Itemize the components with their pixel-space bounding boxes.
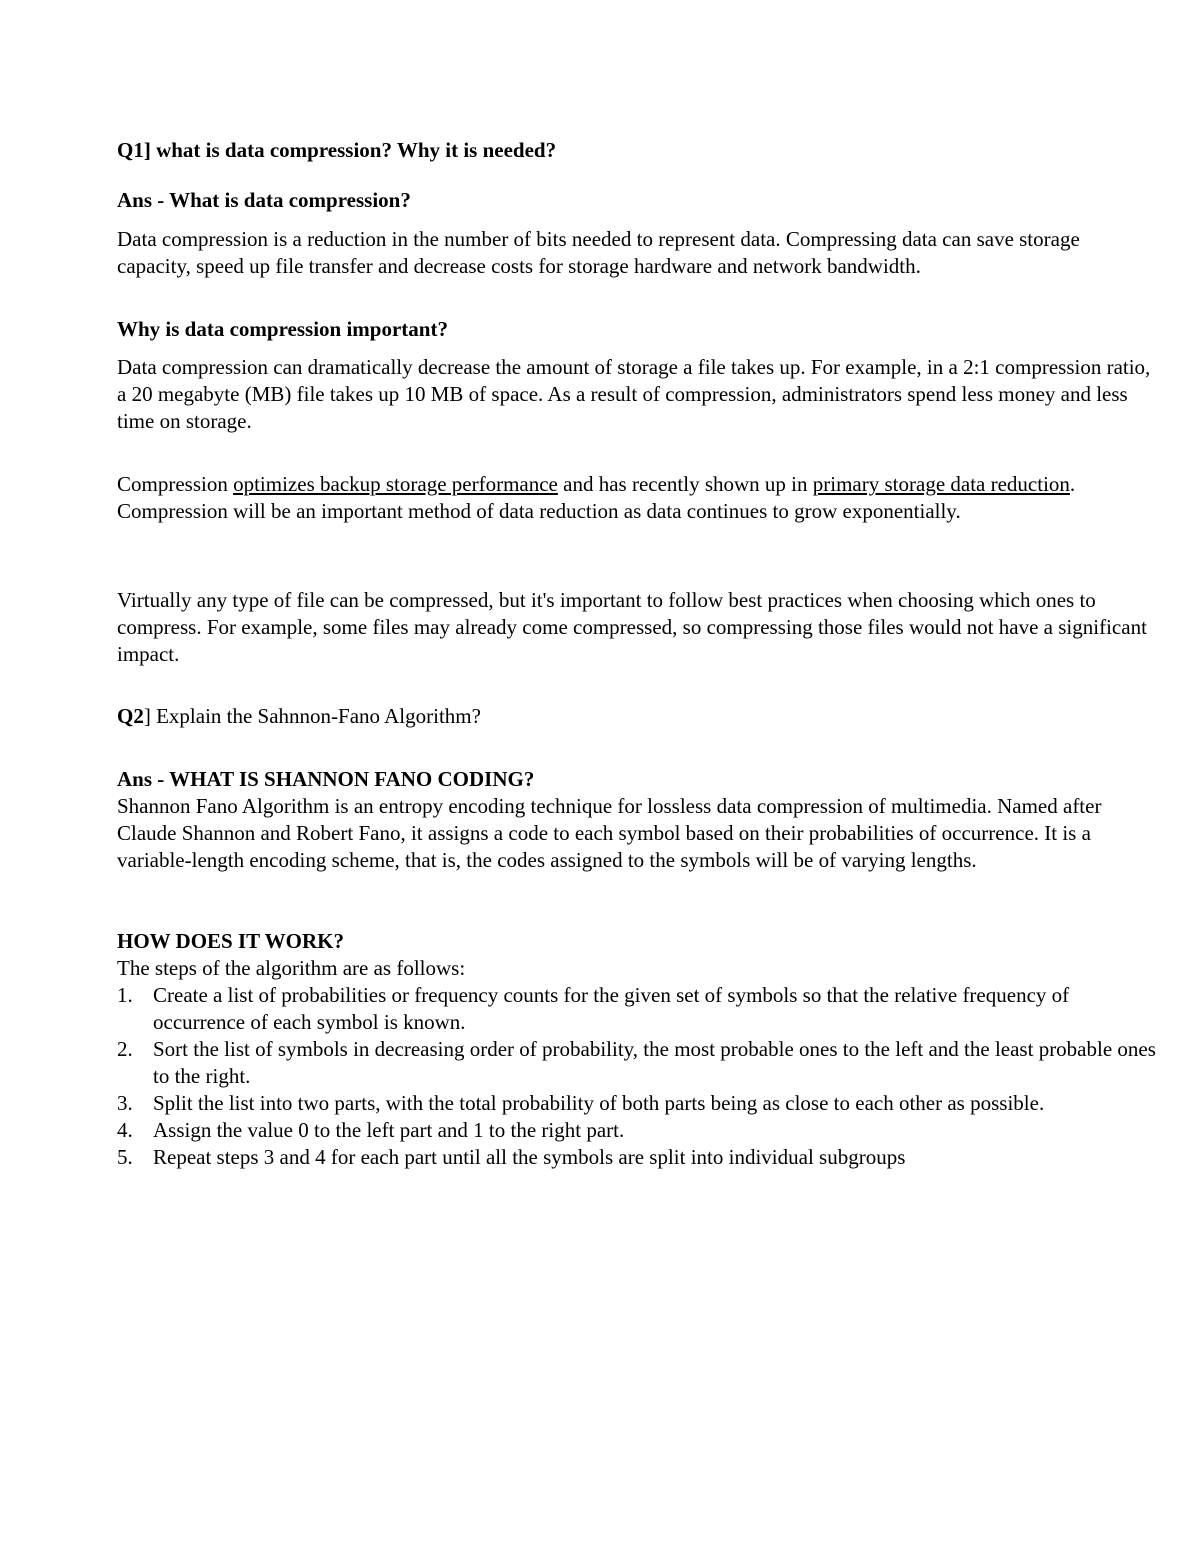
q2-question	[117, 703, 1157, 730]
step-number: 4.	[117, 1118, 133, 1142]
list-item	[117, 982, 1157, 1036]
q1-para3-text-1: Compression	[117, 472, 234, 496]
q2-steps-intro: The steps of the algorithm are as follows:	[117, 956, 466, 980]
primary-storage-link[interactable]: primary storage data reduction	[812, 472, 1070, 496]
q1-paragraph-compression-uses	[117, 471, 1157, 525]
q1-answer-heading: Ans - What is data compression?	[117, 188, 411, 212]
step-number: 5.	[117, 1145, 133, 1169]
step-text: Repeat steps 3 and 4 for each part until all the symbols are split into individual subgroups	[153, 1145, 906, 1169]
q1-para3-text-3: . Compression will be an important method of data reduction as data continues to grow exponentially.	[117, 472, 1076, 523]
q1-paragraph-definition: Data compression is a reduction in the number of bits needed to represent data. Compressing data can save storage capacity, speed up file transfer and decrease costs for storage hardware and network bandwidth.	[117, 227, 1080, 278]
q1-question: Q1] what is data compression? Why it is needed?	[117, 138, 557, 162]
q1-paragraph-file-types: Virtually any type of file can be compressed, but it's important to follow best practices when choosing which ones to compress. For example, some files may already come compressed, so compressing those files would not have a significant impact.	[117, 588, 1147, 666]
q2-question-text: ] Explain the Sahnnon-Fano Algorithm?	[143, 704, 481, 728]
step-text: Assign the value 0 to the left part and 1 to the right part.	[153, 1118, 625, 1142]
list-item	[117, 1090, 1157, 1117]
q1-para3-text-2: and has recently shown up in	[557, 472, 813, 496]
q2-paragraph-definition: Shannon Fano Algorithm is an entropy encoding technique for lossless data compression of multimedia. Named after Claude Shannon and Robert Fano, it assigns a code to each symbol based on their probabilities of occurrence. It is a variable-length encoding scheme, that is, the codes assigned to the symbols will be of varying lengths.	[117, 794, 1102, 872]
q2-label: Q2	[117, 704, 144, 728]
step-text: Sort the list of symbols in decreasing order of probability, the most probable ones to the left and the least probable ones to the right.	[153, 1037, 1156, 1088]
step-number: 2.	[117, 1037, 133, 1061]
list-item	[117, 1144, 1157, 1171]
list-item	[117, 1117, 1157, 1144]
q1-paragraph-importance: Data compression can dramatically decrease the amount of storage a file takes up. For example, in a 2:1 compression ratio, a 20 megabyte (MB) file takes up 10 MB of space. As a result of compression, administrators spend less money and less time on storage.	[117, 355, 1151, 433]
algorithm-steps-list	[117, 982, 1157, 1171]
step-text: Split the list into two parts, with the total probability of both parts being as close to each other as possible.	[153, 1091, 1045, 1115]
q1-why-heading: Why is data compression important?	[117, 317, 448, 341]
step-number: 1.	[117, 983, 133, 1007]
step-text: Create a list of probabilities or frequency counts for the given set of symbols so that the relative frequency of occurrence of each symbol is known.	[153, 983, 1070, 1034]
q2-how-heading: HOW DOES IT WORK?	[117, 929, 344, 953]
step-number: 3.	[117, 1091, 133, 1115]
list-item	[117, 1036, 1157, 1090]
optimizes-backup-link[interactable]: optimizes backup storage performance	[233, 472, 558, 496]
q2-answer-heading: Ans - WHAT IS SHANNON FANO CODING?	[117, 767, 535, 791]
